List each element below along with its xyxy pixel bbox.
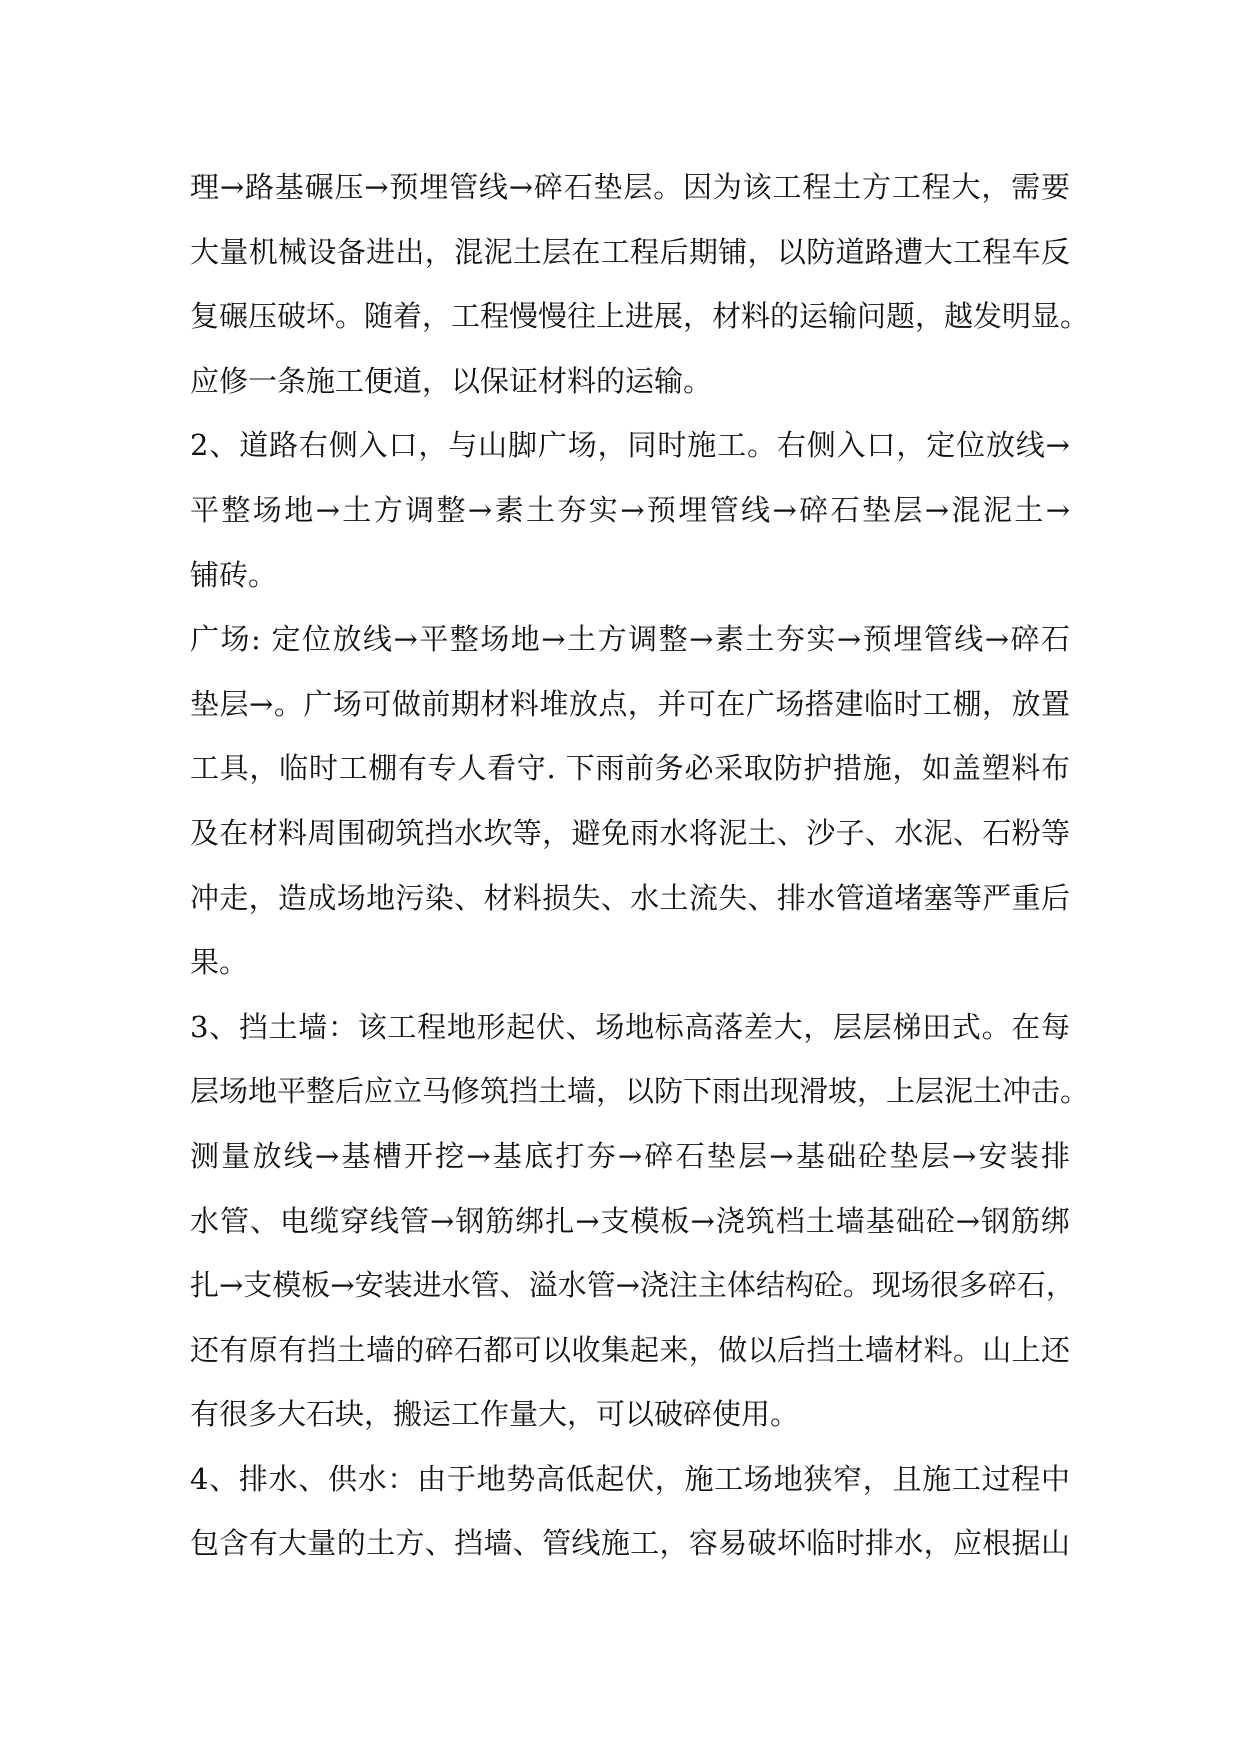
text-line: 果。 — [190, 945, 249, 980]
text-line: 复碾压破坏。随着，工程慢慢往上进展，材料的运输问题，越发明显。 — [190, 299, 1090, 334]
text-line: 层场地平整后应立马修筑挡土墙，以防下雨出现滑坡，上层泥土冲击。 — [190, 1074, 1090, 1109]
text-line: 有很多大石块，搬运工作量大，可以破碎使用。 — [190, 1397, 800, 1432]
body-text — [190, 155, 1090, 1576]
text-line: 扎→支模板→安装进水管、溢水管→浇注主体结构砼。现场很多碎石， — [190, 1268, 1075, 1303]
text-line: 应修一条施工便道，以保证材料的运输。 — [190, 363, 713, 398]
text-line: 平整场地→土方调整→素土夯实→预埋管线→碎石垫层→混泥土→ — [190, 492, 1070, 527]
text-line: 冲走，造成场地污染、材料损失、水土流失、排水管道堵塞等严重后 — [190, 880, 1070, 915]
text-line: 广场: 定位放线→平整场地→土方调整→素土夯实→预埋管线→碎石 — [190, 622, 1070, 657]
text-line: 垫层→。广场可做前期材料堆放点，并可在广场搭建临时工棚，放置 — [190, 686, 1070, 721]
text-line: 4、排水、供水：由于地势高低起伏，施工场地狭窄，且施工过程中 — [190, 1461, 1070, 1496]
text-line: 3、挡土墙：该工程地形起伏、场地标高落差大，层层梯田式。在每 — [190, 1009, 1070, 1044]
text-line: 2、道路右侧入口，与山脚广场，同时施工。右侧入口，定位放线→ — [190, 428, 1070, 463]
text-line: 及在材料周围砌筑挡水坎等，避免雨水将泥土、沙子、水泥、石粉等 — [190, 815, 1070, 850]
text-line: 理→路基碾压→预埋管线→碎石垫层。因为该工程土方工程大，需要 — [190, 170, 1070, 204]
text-line: 水管、电缆穿线管→钢筋绑扎→支模板→浇筑档土墙基础砼→钢筋绑 — [190, 1203, 1070, 1238]
text-line: 铺砖。 — [190, 557, 278, 592]
text-line: 包含有大量的土方、挡墙、管线施工，容易破坏临时排水，应根据山 — [190, 1526, 1070, 1561]
text-line: 测量放线→基槽开挖→基底打夯→碎石垫层→基础砼垫层→安装排 — [190, 1138, 1070, 1173]
text-line: 工具，临时工棚有专人看守. 下雨前务必采取防护措施，如盖塑料布 — [190, 751, 1070, 786]
text-line: 还有原有挡土墙的碎石都可以收集起来，做以后挡土墙材料。山上还 — [190, 1332, 1070, 1367]
text-line: 大量机械设备进出，混泥土层在工程后期铺，以防道路遭大工程车反 — [190, 234, 1070, 269]
